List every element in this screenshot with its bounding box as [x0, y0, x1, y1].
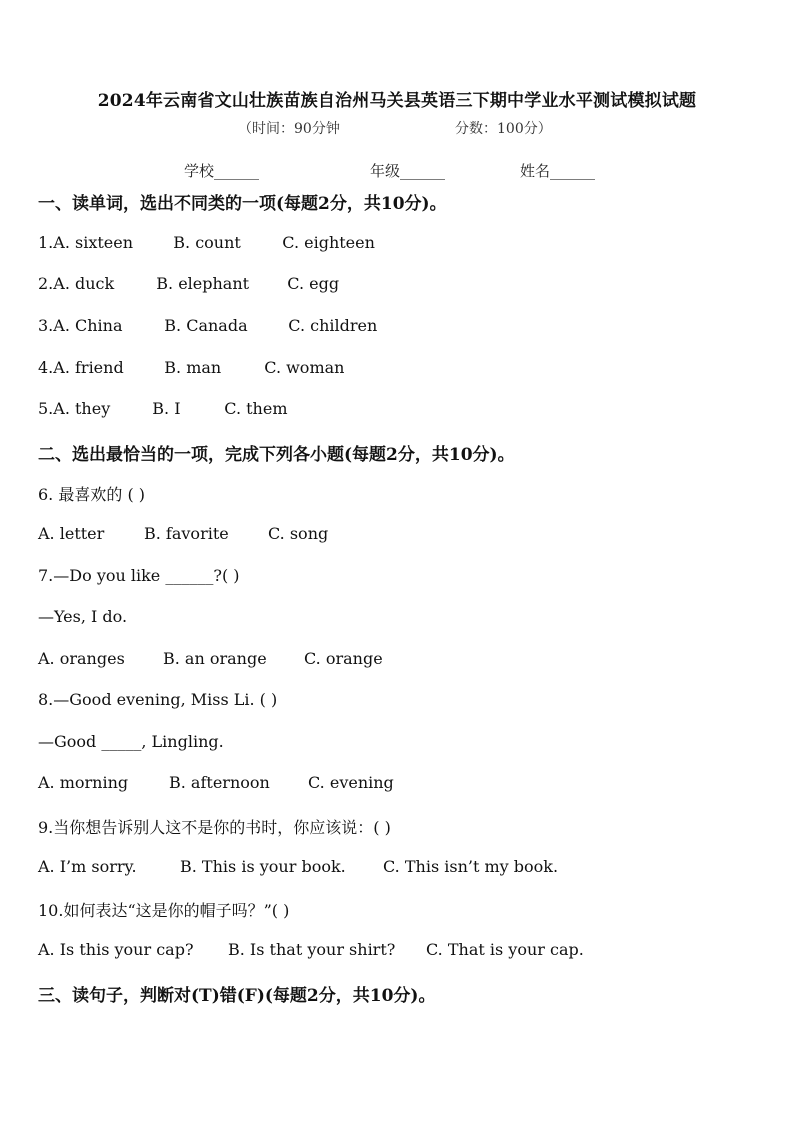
question-6-stem: 6. 最喜欢的 ( ) [38, 485, 146, 504]
option-a: A. letter [38, 524, 105, 543]
question-number: 3. [38, 316, 54, 335]
question-number: 1. [38, 233, 54, 252]
option-b: B. Canada [164, 316, 248, 335]
option-c: C. them [224, 399, 288, 418]
question-8-options [38, 773, 394, 792]
section-2-heading: 二、选出最恰当的一项，完成下列各小题(每题2分，共10分)。 [38, 445, 515, 465]
question-3 [38, 316, 377, 335]
question-2 [38, 274, 339, 293]
section-3-heading: 三、读句子，判断对(T)错(F)(每题2分，共10分)。 [38, 986, 436, 1006]
option-c: C. That is your cap. [426, 940, 584, 959]
question-7-options [38, 649, 383, 668]
question-4 [38, 358, 344, 377]
question-number: 2. [38, 274, 54, 293]
option-c: C. eighteen [282, 233, 375, 252]
question-7-reply: —Yes, I do. [38, 607, 128, 626]
question-8-reply: —Good _____, Lingling. [38, 732, 224, 751]
option-a: A. oranges [38, 649, 125, 668]
exam-time: （时间：90分钟 [238, 121, 340, 137]
option-b: B. man [164, 358, 222, 377]
name-field: 姓名______ [520, 162, 596, 180]
question-10-stem: 10.如何表达“这是你的帽子吗？”( ) [38, 901, 290, 920]
question-8-stem: 8.—Good evening, Miss Li. ( ) [38, 690, 278, 709]
option-b: B. This is your book. [180, 857, 346, 876]
option-a: A. duck [53, 274, 115, 293]
question-9-stem: 9.当你想告诉别人这不是你的书时，你应该说：( ) [38, 818, 391, 837]
question-7-stem: 7.—Do you like ______?( ) [38, 566, 240, 585]
exam-title: 2024年云南省文山壮族苗族自治州马关县英语三下期中学业水平测试模拟试题 [97, 91, 697, 111]
question-1 [38, 233, 375, 252]
option-a: A. sixteen [53, 233, 134, 252]
option-b: B. afternoon [169, 773, 270, 792]
option-c: C. evening [308, 773, 394, 792]
option-a: A. Is this your cap? [38, 940, 194, 959]
question-6-options [38, 524, 328, 543]
option-c: C. This isn’t my book. [383, 857, 559, 876]
option-b: B. elephant [156, 274, 250, 293]
option-c: C. egg [287, 274, 340, 293]
section-1-heading: 一、读单词，选出不同类的一项(每题2分，共10分)。 [38, 194, 447, 214]
question-number: 5. [38, 399, 54, 418]
question-5 [38, 399, 287, 418]
option-c: C. song [268, 524, 329, 543]
option-b: B. I [152, 399, 181, 418]
option-b: B. an orange [163, 649, 267, 668]
option-c: C. woman [264, 358, 345, 377]
option-b: B. favorite [144, 524, 229, 543]
option-c: C. orange [304, 649, 383, 668]
option-a: A. they [53, 399, 111, 418]
option-a: A. I’m sorry. [38, 857, 137, 876]
exam-score: 分数：100分） [455, 121, 552, 137]
option-b: B. Is that your shirt? [228, 940, 396, 959]
question-9-options [38, 857, 558, 876]
option-c: C. children [288, 316, 378, 335]
grade-field: 年级______ [370, 162, 446, 180]
option-a: A. China [53, 316, 123, 335]
question-number: 4. [38, 358, 54, 377]
question-10-options [38, 940, 584, 959]
option-a: A. friend [53, 358, 124, 377]
school-field: 学校______ [184, 162, 260, 180]
option-b: B. count [173, 233, 241, 252]
option-a: A. morning [38, 773, 129, 792]
